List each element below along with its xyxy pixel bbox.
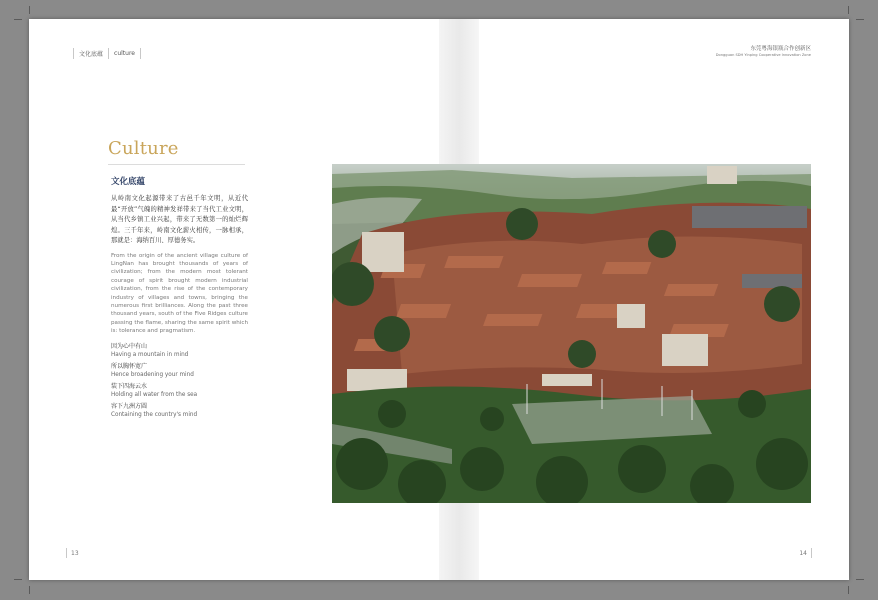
zone-name-en: Dongguan SDH Yinping Cooperative Innovation Zone bbox=[715, 53, 811, 57]
english-paragraph: From the origin of the ancient village culture of LingNan has brought thousands of years of civilization; from the modern most tolerant courage of spirit brought modern industrial civilization, from the rise of the contemporary industry of villages and towns, bringing the numerous first brilliances. Along the past three thousand years, south of the Five Ridges culture passing the flame, sharing the same spirit which is: tolerance and pragmatism. bbox=[111, 252, 248, 335]
crop-mark bbox=[14, 19, 22, 20]
poem-line-en: Hence broadening your mind bbox=[111, 371, 194, 378]
title-rule bbox=[108, 164, 245, 165]
header-divider bbox=[140, 48, 141, 59]
running-header-left bbox=[73, 47, 141, 59]
page-number-left-text: 13 bbox=[71, 549, 79, 557]
page-number-right bbox=[799, 548, 812, 558]
folio-divider bbox=[66, 548, 67, 558]
page-number-right-text: 14 bbox=[799, 549, 807, 557]
poem-line-en: Having a mountain in mind bbox=[111, 351, 189, 358]
poem-line-zh: 因为心中有山 bbox=[111, 342, 148, 350]
header-divider bbox=[108, 48, 109, 59]
header-en: culture bbox=[114, 49, 135, 57]
crop-mark bbox=[856, 579, 864, 580]
crop-mark bbox=[856, 19, 864, 20]
poem-line-zh: 装下四海云水 bbox=[111, 382, 148, 390]
poem-line-en: Holding all water from the sea bbox=[111, 391, 198, 398]
crop-mark bbox=[848, 586, 849, 594]
poem-line-en: Containing the country's mind bbox=[111, 411, 198, 418]
aerial-village-photo bbox=[332, 164, 811, 503]
poem-line-zh: 容下九洲方圆 bbox=[111, 402, 148, 410]
zone-name-zh: 东莞粤海银瓶合作创新区 bbox=[750, 46, 811, 52]
poem-line-zh: 所以胸怀宽广 bbox=[111, 362, 148, 370]
poem-line bbox=[111, 363, 248, 379]
photo-illustration bbox=[332, 164, 811, 503]
header-zh: 文化底蕴 bbox=[79, 50, 104, 58]
crop-mark bbox=[29, 6, 30, 14]
subheading: 文化底蕴 bbox=[111, 177, 146, 187]
crop-mark bbox=[848, 6, 849, 14]
brochure-spread bbox=[29, 19, 849, 580]
section-title: Culture bbox=[108, 138, 179, 159]
page-number-left bbox=[66, 548, 79, 558]
poem-line bbox=[111, 403, 248, 419]
chinese-paragraph: 从岭南文化起源带来了古邑千年文明，从近代最“开放”气魄的精神发祥带来了当代工业文明，从当代乡镇工业兴起，带来了无数第一的灿烂辉煌。三千年来，岭南文化薪火相传，一脉相承，那就是：海纳百川、厚德务实。 bbox=[111, 195, 248, 244]
poem bbox=[111, 343, 248, 419]
running-header-right bbox=[716, 46, 811, 58]
poem-line bbox=[111, 343, 248, 359]
text-column bbox=[111, 175, 248, 423]
header-divider bbox=[73, 48, 74, 59]
poem-line bbox=[111, 383, 248, 399]
folio-divider bbox=[811, 548, 812, 558]
crop-mark bbox=[29, 586, 30, 594]
crop-mark bbox=[14, 579, 22, 580]
